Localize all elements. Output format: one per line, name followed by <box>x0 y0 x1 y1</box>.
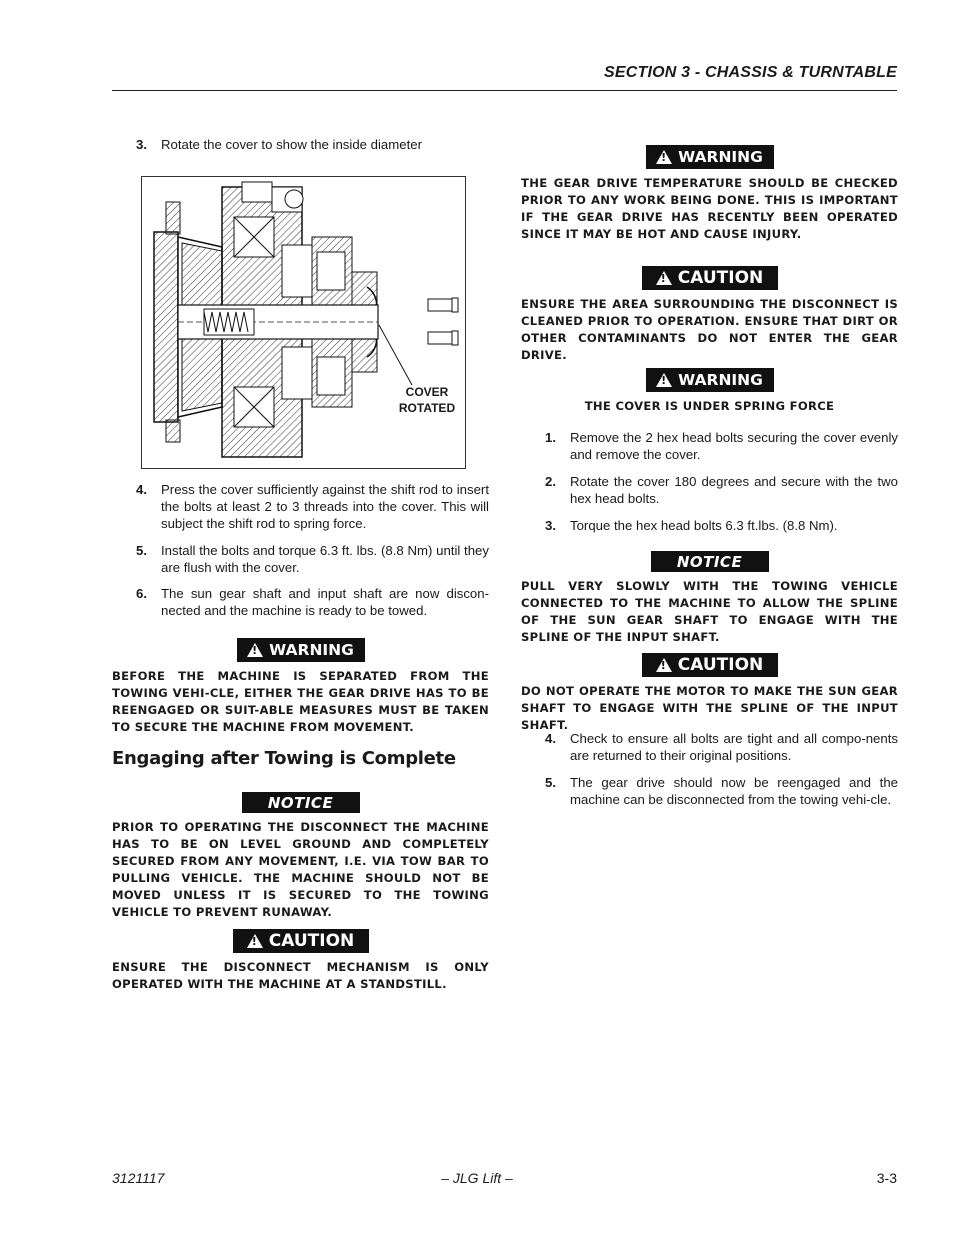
caution-banner <box>642 266 778 290</box>
step-text: Rotate the cover 180 degrees and secure with the two hex head bolts. <box>570 474 898 506</box>
caution-do-not-operate-motor <box>521 653 898 734</box>
step-4-check-bolts <box>521 730 898 764</box>
step-text: Torque the hex head bolts 6.3 ft.lbs. (8.8 Nm). <box>570 518 838 533</box>
step-number: 4. <box>136 482 147 497</box>
notice-banner: NOTICE <box>651 551 769 572</box>
page-header-title: SECTION 3 - CHASSIS & TURNTABLE <box>603 64 897 81</box>
warning-label: WARNING <box>678 148 763 166</box>
step-number: 2. <box>545 474 556 489</box>
step-text: Check to ensure all bolts are tight and all compo-nents are returned to their original positions. <box>570 731 898 763</box>
step-text: Install the bolts and torque 6.3 ft. lbs. (8.8 Nm) until they are flush with the cover. <box>161 543 489 575</box>
step-number: 6. <box>136 586 147 601</box>
caution-triangle-icon <box>247 934 263 948</box>
step-number: 5. <box>545 775 556 790</box>
footer-brand: – JLG Lift – <box>441 1170 513 1186</box>
warning-separation <box>112 638 489 736</box>
step-text: Rotate the cover to show the inside diameter <box>161 137 422 152</box>
caution-triangle-icon <box>656 658 672 672</box>
step-number: 3. <box>545 518 556 533</box>
step-3-rotate-cover <box>112 136 489 153</box>
gear-drive-cross-section-figure <box>141 176 466 469</box>
notice-pull-slowly <box>521 551 898 646</box>
step-2-rotate-cover <box>521 473 898 507</box>
section-heading: Engaging after Towing is Complete <box>112 748 456 769</box>
caution-label: CAUTION <box>677 655 764 675</box>
notice-text: PRIOR TO OPERATING THE DISCONNECT THE MACHINE HAS TO BE ON LEVEL GROUND AND COMPLETELY SECURED FROM ANY MOVEMENT, I.E. VIA TOW BAR TO PULLING VEHICLE. THE MACHINE SHOULD NOT BE MOVED UNLESS IT IS SECURED TO THE TOWING VEHICLE TO PREVENT RUNAWAY. <box>112 820 489 919</box>
caution-triangle-icon <box>656 271 672 285</box>
warning-label: WARNING <box>678 371 763 389</box>
caution-label: CAUTION <box>268 931 355 951</box>
gear-drive-illustration <box>142 177 465 468</box>
caution-text: ENSURE THE DISCONNECT MECHANISM IS ONLY OPERATED WITH THE MACHINE AT A STANDSTILL. <box>112 960 489 991</box>
caution-label: CAUTION <box>677 268 764 288</box>
caution-text: DO NOT OPERATE THE MOTOR TO MAKE THE SUN GEAR SHAFT TO ENGAGE WITH THE SPLINE OF THE INPUT SHAFT. <box>521 684 898 732</box>
warning-banner <box>237 638 365 662</box>
notice-level-ground <box>112 792 489 921</box>
caution-clean-area <box>521 266 898 364</box>
caution-standstill <box>112 929 489 993</box>
step-1-remove-bolts <box>521 429 898 463</box>
caution-text: ENSURE THE AREA SURROUNDING THE DISCONNECT IS CLEANED PRIOR TO OPERATION. ENSURE THAT DIRT OR OTHER CONTAMINANTS DO NOT ENTER THE GEAR DRIVE. <box>521 297 898 362</box>
caution-banner <box>233 929 369 953</box>
warning-text: THE COVER IS UNDER SPRING FORCE <box>584 399 835 413</box>
warning-temperature <box>521 145 898 243</box>
step-number: 4. <box>545 731 556 746</box>
step-text: Press the cover sufficiently against the shift rod to insert the bolts at least 2 to 3 threads into the cover. This will subject the shift rod to spring force. <box>161 482 489 531</box>
warning-spring-force <box>521 368 898 415</box>
step-number: 5. <box>136 543 147 558</box>
notice-text: PULL VERY SLOWLY WITH THE TOWING VEHICLE CONNECTED TO THE MACHINE TO ALLOW THE SPLINE OF THE SUN GEAR SHAFT TO ENGAGE WITH THE SPLINE OF THE INPUT SHAFT. <box>521 579 898 644</box>
step-5-reengage <box>521 774 898 808</box>
step-5-install-bolts <box>112 542 489 576</box>
warning-triangle-icon <box>656 150 672 164</box>
warning-text: THE GEAR DRIVE TEMPERATURE SHOULD BE CHECKED PRIOR TO ANY WORK BEING DONE. THIS IS IMPORTANT IF THE GEAR DRIVE HAS RECENTLY BEEN OPERATED SINCE IT MAY BE HOT AND CAUSE INJURY. <box>521 176 898 241</box>
step-6-disconnected <box>112 585 489 619</box>
warning-label: WARNING <box>269 641 354 659</box>
footer-doc-number: 3121117 <box>112 1170 165 1186</box>
header-rule <box>112 90 897 91</box>
warning-banner <box>646 145 774 169</box>
figure-callout-label <box>392 384 462 416</box>
warning-triangle-icon <box>656 373 672 387</box>
caution-banner <box>642 653 778 677</box>
warning-text: BEFORE THE MACHINE IS SEPARATED FROM THE TOWING VEHI-CLE, EITHER THE GEAR DRIVE HAS TO BE REENGAGED OR SUIT-ABLE MEASURES MUST BE TAKEN TO SECURE THE MACHINE FROM MOVEMENT. <box>112 669 489 734</box>
warning-triangle-icon <box>247 643 263 657</box>
step-4-press-cover <box>112 481 489 532</box>
step-text: The sun gear shaft and input shaft are now discon-nected and the machine is ready to be towed. <box>161 586 489 618</box>
figure-callout-line2: ROTATED <box>398 401 456 415</box>
step-3-torque-bolts <box>521 517 898 534</box>
step-text: Remove the 2 hex head bolts securing the cover evenly and remove the cover. <box>570 430 898 462</box>
figure-callout-line1: COVER <box>405 385 449 399</box>
warning-banner <box>646 368 774 392</box>
footer-page-number: 3-3 <box>876 1170 897 1186</box>
step-number: 1. <box>545 430 556 445</box>
step-text: The gear drive should now be reengaged and the machine can be disconnected from the towing vehi-cle. <box>570 775 898 807</box>
notice-banner: NOTICE <box>242 792 360 813</box>
step-number: 3. <box>136 137 147 152</box>
